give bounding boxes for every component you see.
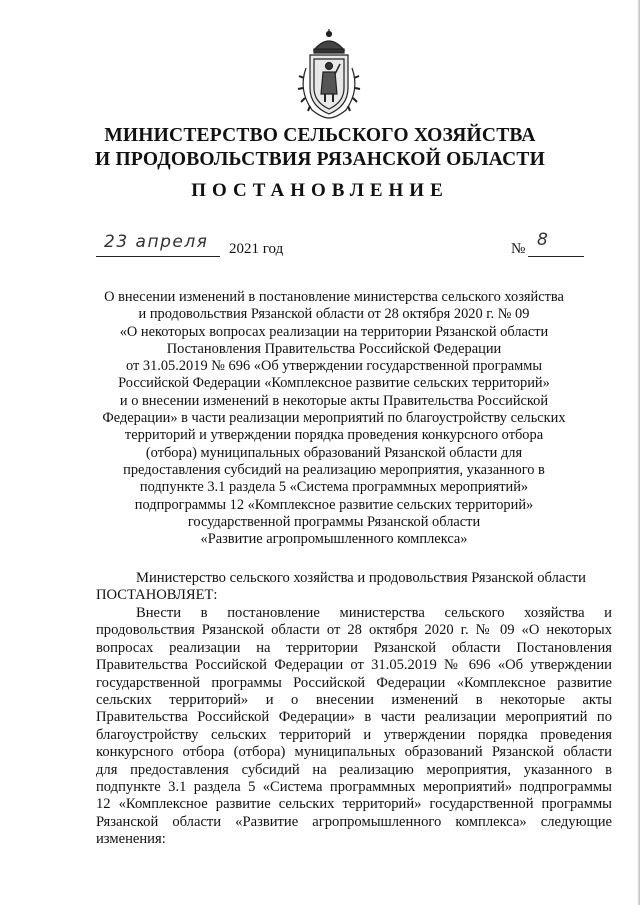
body-line: продовольствия Рязанской области от 28 октября 2020 г. № 09 «О некоторых	[96, 622, 612, 639]
body-line: Правительства Российской Федерации от 31.05.2019 № 696 «Об утверждении	[96, 657, 612, 674]
body-line: конкурсного отбора (отбора) муниципальных образований Рязанской области	[96, 744, 612, 761]
body-line: сельских территорий» и о внесении изменений в некоторые акты	[96, 692, 612, 709]
subject-line: Постановления Правительства Российской Федерации	[166, 340, 502, 357]
subject-line: Федерации» в части реализации мероприятий по благоустройству сельских	[102, 410, 566, 427]
document-type-title: ПОСТАНОВЛЕНИЕ	[191, 180, 449, 201]
subject-line: «Развитие агропромышленного комплекса»	[200, 531, 468, 548]
subject-line: (отбора) муниципальных образований Рязанской области для	[145, 444, 523, 461]
body-line: 12 «Комплексное развитие сельских территорий» государственной программы	[96, 796, 612, 813]
body-line: изменения:	[96, 831, 166, 848]
subject-line: и продовольствия Рязанской области от 28 октября 2020 г. № 09	[138, 306, 530, 323]
body-line: для предоставления субсидий на реализацию мероприятия, указанного в	[96, 761, 612, 778]
number-label: №	[511, 241, 526, 257]
preamble	[96, 570, 616, 604]
body-line: Внести в постановление министерства сельского хозяйства и	[136, 605, 612, 621]
body-line: Рязанской области «Развитие агропромышленного комплекса» следующие	[96, 813, 612, 830]
subject-line: Российской Федерации «Комплексное развитие сельских территорий»	[118, 375, 550, 392]
ryazan-coat-of-arms-emblem	[292, 28, 366, 120]
document-year: 2021 год	[229, 241, 284, 257]
body-line: государственной программы Российской Федерации «Комплексное развитие	[96, 674, 612, 691]
body-line: Правительства Российской Федерации» в части реализации мероприятий по	[96, 709, 612, 726]
subject-line: подпрограммы 12 «Комплексное развитие сельских территорий»	[134, 496, 534, 513]
subject-line: территорий и утверждении порядка проведения конкурсного отбора	[124, 427, 544, 444]
body-paragraph	[96, 605, 612, 849]
date-number-row	[0, 230, 640, 266]
number-underline	[528, 256, 584, 257]
document-subject	[96, 289, 572, 548]
date-underline	[96, 256, 220, 257]
subject-line: подпункте 3.1 раздела 5 «Система программных мероприятий»	[139, 479, 529, 496]
subject-line: О внесении изменений в постановление министерства сельского хозяйства	[104, 289, 564, 305]
subject-line: государственной программы Рязанской области	[187, 513, 481, 530]
subject-line: от 31.05.2019 № 696 «Об утверждении государственной программы	[125, 358, 542, 375]
body-line: подпункте 3.1 раздела 5 «Система программных мероприятий» подпрограммы	[96, 779, 612, 796]
subject-line: «О некоторых вопросах реализации на территории Рязанской области	[119, 323, 549, 340]
handwritten-number: 8	[537, 230, 550, 250]
ministry-title-line-1: МИНИСТЕРСТВО СЕЛЬСКОГО ХОЗЯЙСТВА	[104, 125, 536, 146]
body-line: вопросах реализации на территории Рязанской области Постановления	[96, 639, 612, 656]
preamble-line: Министерство сельского хозяйства и продовольствия Рязанской области	[136, 570, 586, 586]
subject-line: предоставления субсидий на реализацию мероприятия, указанного в	[123, 461, 545, 478]
handwritten-date: 23 апреля	[104, 232, 209, 252]
ministry-title-line-2: И ПРОДОВОЛЬСТВИЯ РЯЗАНСКОЙ ОБЛАСТИ	[95, 149, 545, 170]
decree-keyword: ПОСТАНОВЛЯЕТ:	[96, 587, 218, 603]
body-line: благоустройству сельских территорий и утверждении порядка проведения	[96, 726, 612, 743]
subject-line: и о внесении изменений в некоторые акты Правительства Российской	[119, 392, 549, 409]
